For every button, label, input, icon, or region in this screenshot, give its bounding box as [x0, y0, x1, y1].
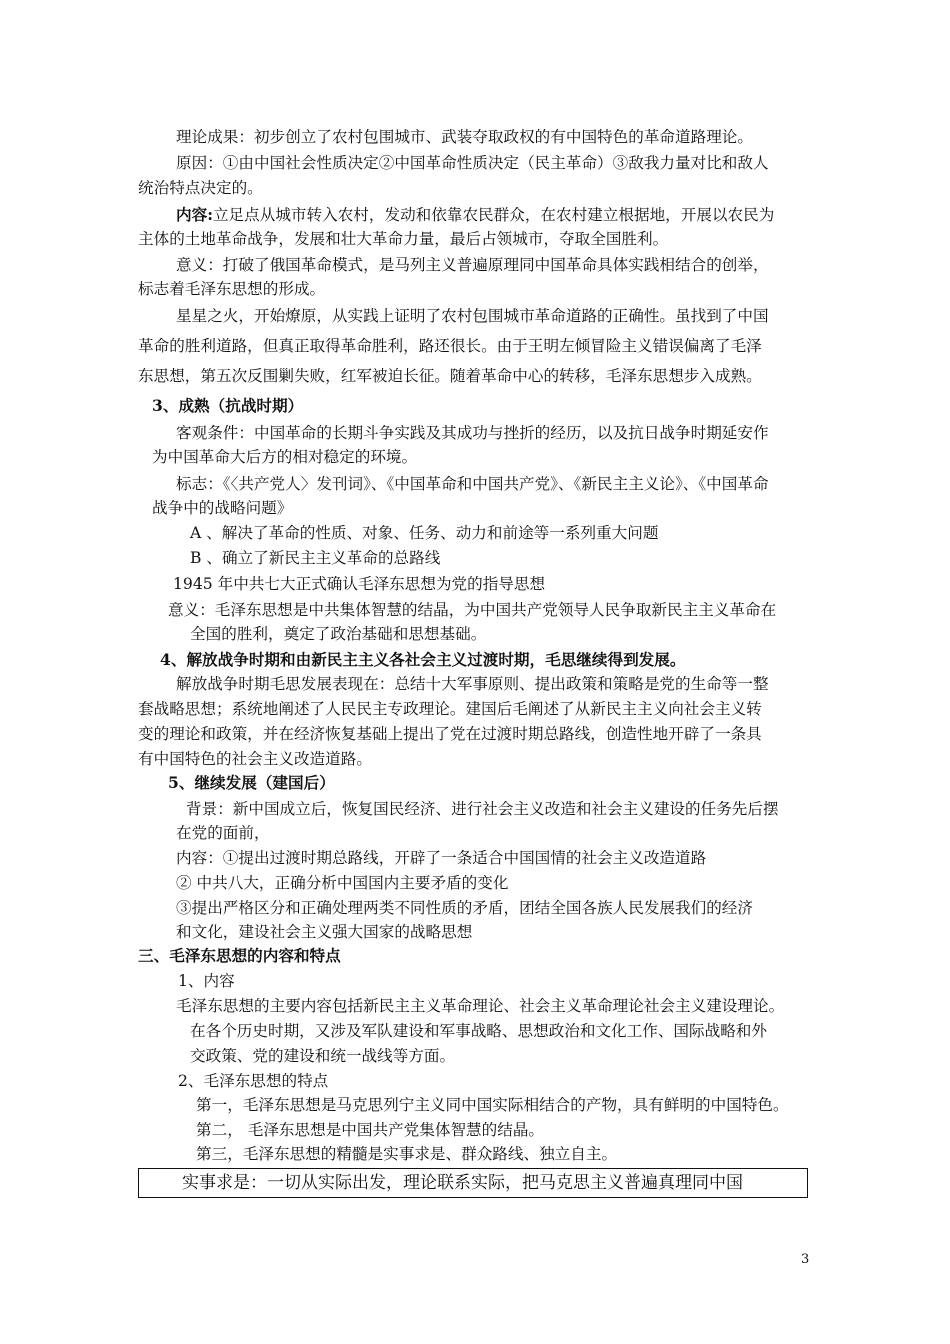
text-line: B 、确立了新民主主义革命的总路线: [190, 549, 441, 567]
text-line: 理论成果：初步创立了农村包围城市、武装夺取政权的有中国特色的革命道路理论。: [176, 128, 753, 146]
text-line: 战争中的战略问题》: [152, 499, 293, 517]
section-heading: 3、成熟（抗战时期）: [152, 396, 304, 415]
page-number: 3: [801, 1252, 810, 1267]
text-line: 毛泽东思想的主要内容包括新民主主义革命理论、社会主义革命理论社会主义建设理论。: [176, 997, 785, 1015]
text-line: 1、内容: [178, 972, 235, 990]
text-line: ② 中共八大，正确分析中国国内主要矛盾的变化: [176, 874, 509, 892]
bold-label: 内容:: [176, 205, 213, 224]
text-line: ③提出严格区分和正确处理两类不同性质的矛盾，团结全国各族人民发展我们的经济: [176, 899, 753, 917]
section-heading: 三、毛泽东思想的内容和特点: [138, 946, 341, 965]
text-line: 第一，毛泽东思想是马克思列宁主义同中国实际相结合的产物，具有鲜明的中国特色。: [196, 1096, 789, 1114]
text-line: 在党的面前，: [176, 824, 270, 842]
text-line: 背景：新中国成立后，恢复国民经济、进行社会主义改造和社会主义建设的任务先后摆: [186, 800, 779, 818]
text-line: 原因：①由中国社会性质决定②中国革命性质决定（民主革命）③敌我力量对比和敌人: [176, 154, 769, 172]
text-line: 第三，毛泽东思想的精髓是实事求是、群众路线、独立自主。: [196, 1145, 618, 1163]
boxed-quote: [138, 1168, 808, 1198]
text-line: 统治特点决定的。: [138, 179, 263, 197]
text-line: 东思想，第五次反围剿失败，红军被迫长征。随着革命中心的转移，毛泽东思想步入成熟。: [138, 367, 762, 385]
text-line: 解放战争时期毛思发展表现在：总结十大军事原则、提出政策和策略是党的生命等一整: [176, 675, 769, 693]
text-line: 2、毛泽东思想的特点: [178, 1072, 329, 1090]
text-line: 在各个历史时期，又涉及军队建设和军事战略、思想政治和文化工作、国际战略和外: [190, 1022, 767, 1040]
text-line: A 、解决了革命的性质、对象、任务、动力和前途等一系列重大问题: [190, 524, 659, 542]
text-line: 主体的土地革命战争，发展和壮大革命力量，最后占领城市，夺取全国胜利。: [138, 230, 669, 248]
text-line: 1945 年中共七大正式确认毛泽东思想为党的指导思想: [173, 575, 546, 593]
text-line: 革命的胜利道路，但真正取得革命胜利，路还很长。由于王明左倾冒险主义错误偏离了毛泽: [138, 337, 762, 355]
text-line: 交政策、党的建设和统一战线等方面。: [190, 1047, 456, 1065]
text-line: 套战略思想；系统地阐述了人民民主专政理论。建国后毛阐述了从新民主主义向社会主义转: [138, 700, 762, 718]
text-line: 客观条件：中国革命的长期斗争实践及其成功与挫折的经历，以及抗日战争时期延安作: [176, 424, 769, 442]
text-line: 有中国特色的社会主义改造道路。: [138, 750, 372, 768]
section-heading: 5、继续发展（建国后）: [168, 773, 335, 792]
boxed-quote-text: 实事求是：一切从实际出发，理论联系实际，把马克思主义普遍真理同中国: [182, 1173, 743, 1193]
text-line: 第二， 毛泽东思想是中国共产党集体智慧的结晶。: [196, 1121, 545, 1139]
text-line: 变的理论和政策，并在经济恢复基础上提出了党在过渡时期总路线，创造性地开辟了一条具: [138, 725, 762, 743]
text-line: [176, 205, 774, 225]
text-line: 为中国革命大后方的相对稳定的环境。: [152, 448, 418, 466]
text-line: 标志着毛泽东思想的形成。: [138, 280, 326, 298]
section-heading: 4、解放战争时期和由新民主主义各社会主义过渡时期，毛思继续得到发展。: [160, 650, 686, 669]
text-line: 和文化，建设社会主义强大国家的战略思想: [176, 923, 473, 941]
text-line: 标志：《〈共产党人〉发刊词》、《中国革命和中国共产党》、《新民主主义论》、《中国革命: [176, 475, 769, 493]
text-span: 立足点从城市转入农村，发动和依靠农民群众，在农村建立根据地，开展以农民为: [212, 206, 775, 224]
text-line: 意义：毛泽东思想是中共集体智慧的结晶，为中国共产党领导人民争取新民主主义革命在: [168, 601, 777, 619]
text-line: 内容：①提出过渡时期总路线，开辟了一条适合中国国情的社会主义改造道路: [176, 849, 707, 867]
text-line: 星星之火，开始燎原，从实践上证明了农村包围城市革命道路的正确性。虽找到了中国: [176, 307, 769, 325]
text-line: 全国的胜利，奠定了政治基础和思想基础。: [190, 625, 487, 643]
text-line: 意义：打破了俄国革命模式，是马列主义普遍原理同中国革命具体实践相结合的创举，: [176, 256, 769, 274]
